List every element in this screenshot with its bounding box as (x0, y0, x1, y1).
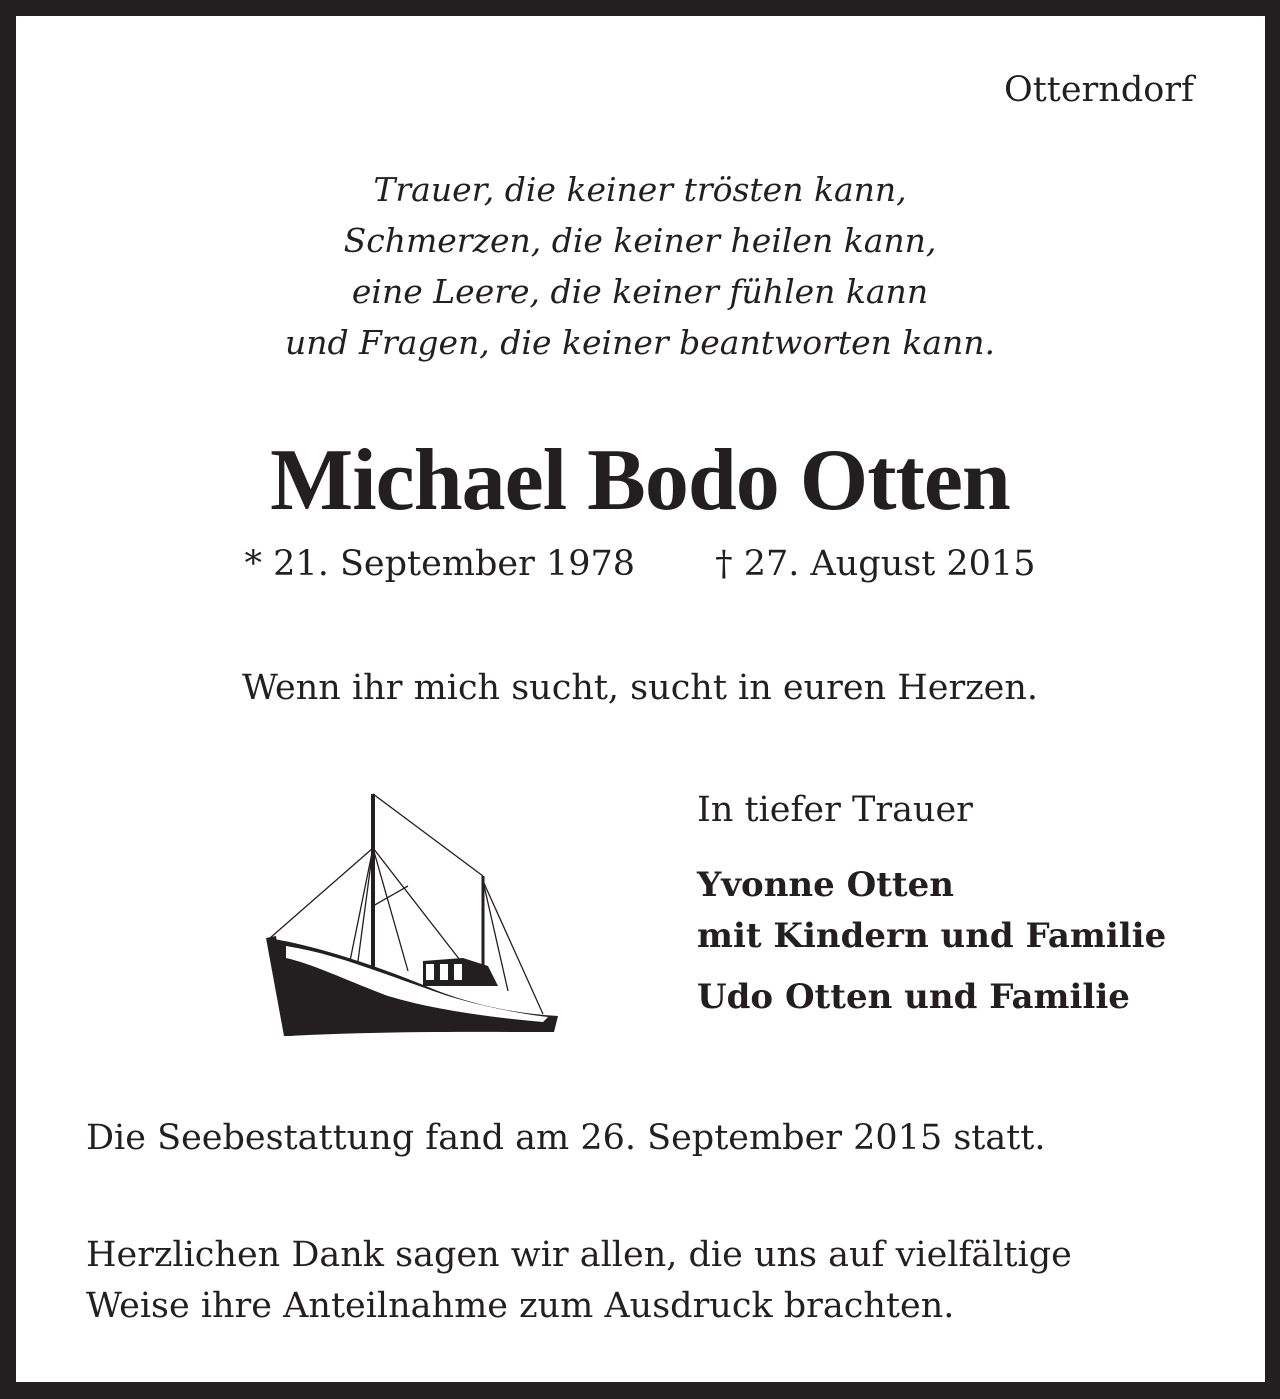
ship-icon (258, 786, 558, 1036)
mourner-line: Yvonne Otten (697, 865, 954, 905)
location: Otterndorf (1004, 70, 1194, 110)
life-dates (0, 544, 1280, 584)
mourning-intro: In tiefer Trauer (697, 790, 973, 830)
burial-notice: Die Seebestattung fand am 26. September 2015 statt. (86, 1118, 1046, 1158)
poem-line: und Fragen, die keiner beantworten kann. (284, 323, 996, 362)
thanks-text (86, 1230, 1072, 1332)
thanks-line: Herzlichen Dank sagen wir allen, die uns auf vielfältige (86, 1235, 1072, 1275)
poem-line: eine Leere, die keiner fühlen kann (351, 272, 929, 311)
poem-line: Schmerzen, die keiner heilen kann, (343, 221, 937, 260)
birth-date: * 21. September 1978 (244, 544, 636, 584)
motto: Wenn ihr mich sucht, sucht in euren Herzen. (241, 668, 1039, 708)
poem (0, 164, 1280, 368)
mourners (697, 860, 1166, 1023)
deceased-name: Michael Bodo Otten (270, 432, 1010, 529)
mourner-line: Udo Otten und Familie (697, 977, 1130, 1017)
poem-line: Trauer, die keiner trösten kann, (373, 170, 907, 209)
mourner-line: mit Kindern und Familie (697, 916, 1167, 956)
thanks-line: Weise ihre Anteilnahme zum Ausdruck brachten. (86, 1286, 955, 1326)
death-date: † 27. August 2015 (715, 544, 1036, 584)
